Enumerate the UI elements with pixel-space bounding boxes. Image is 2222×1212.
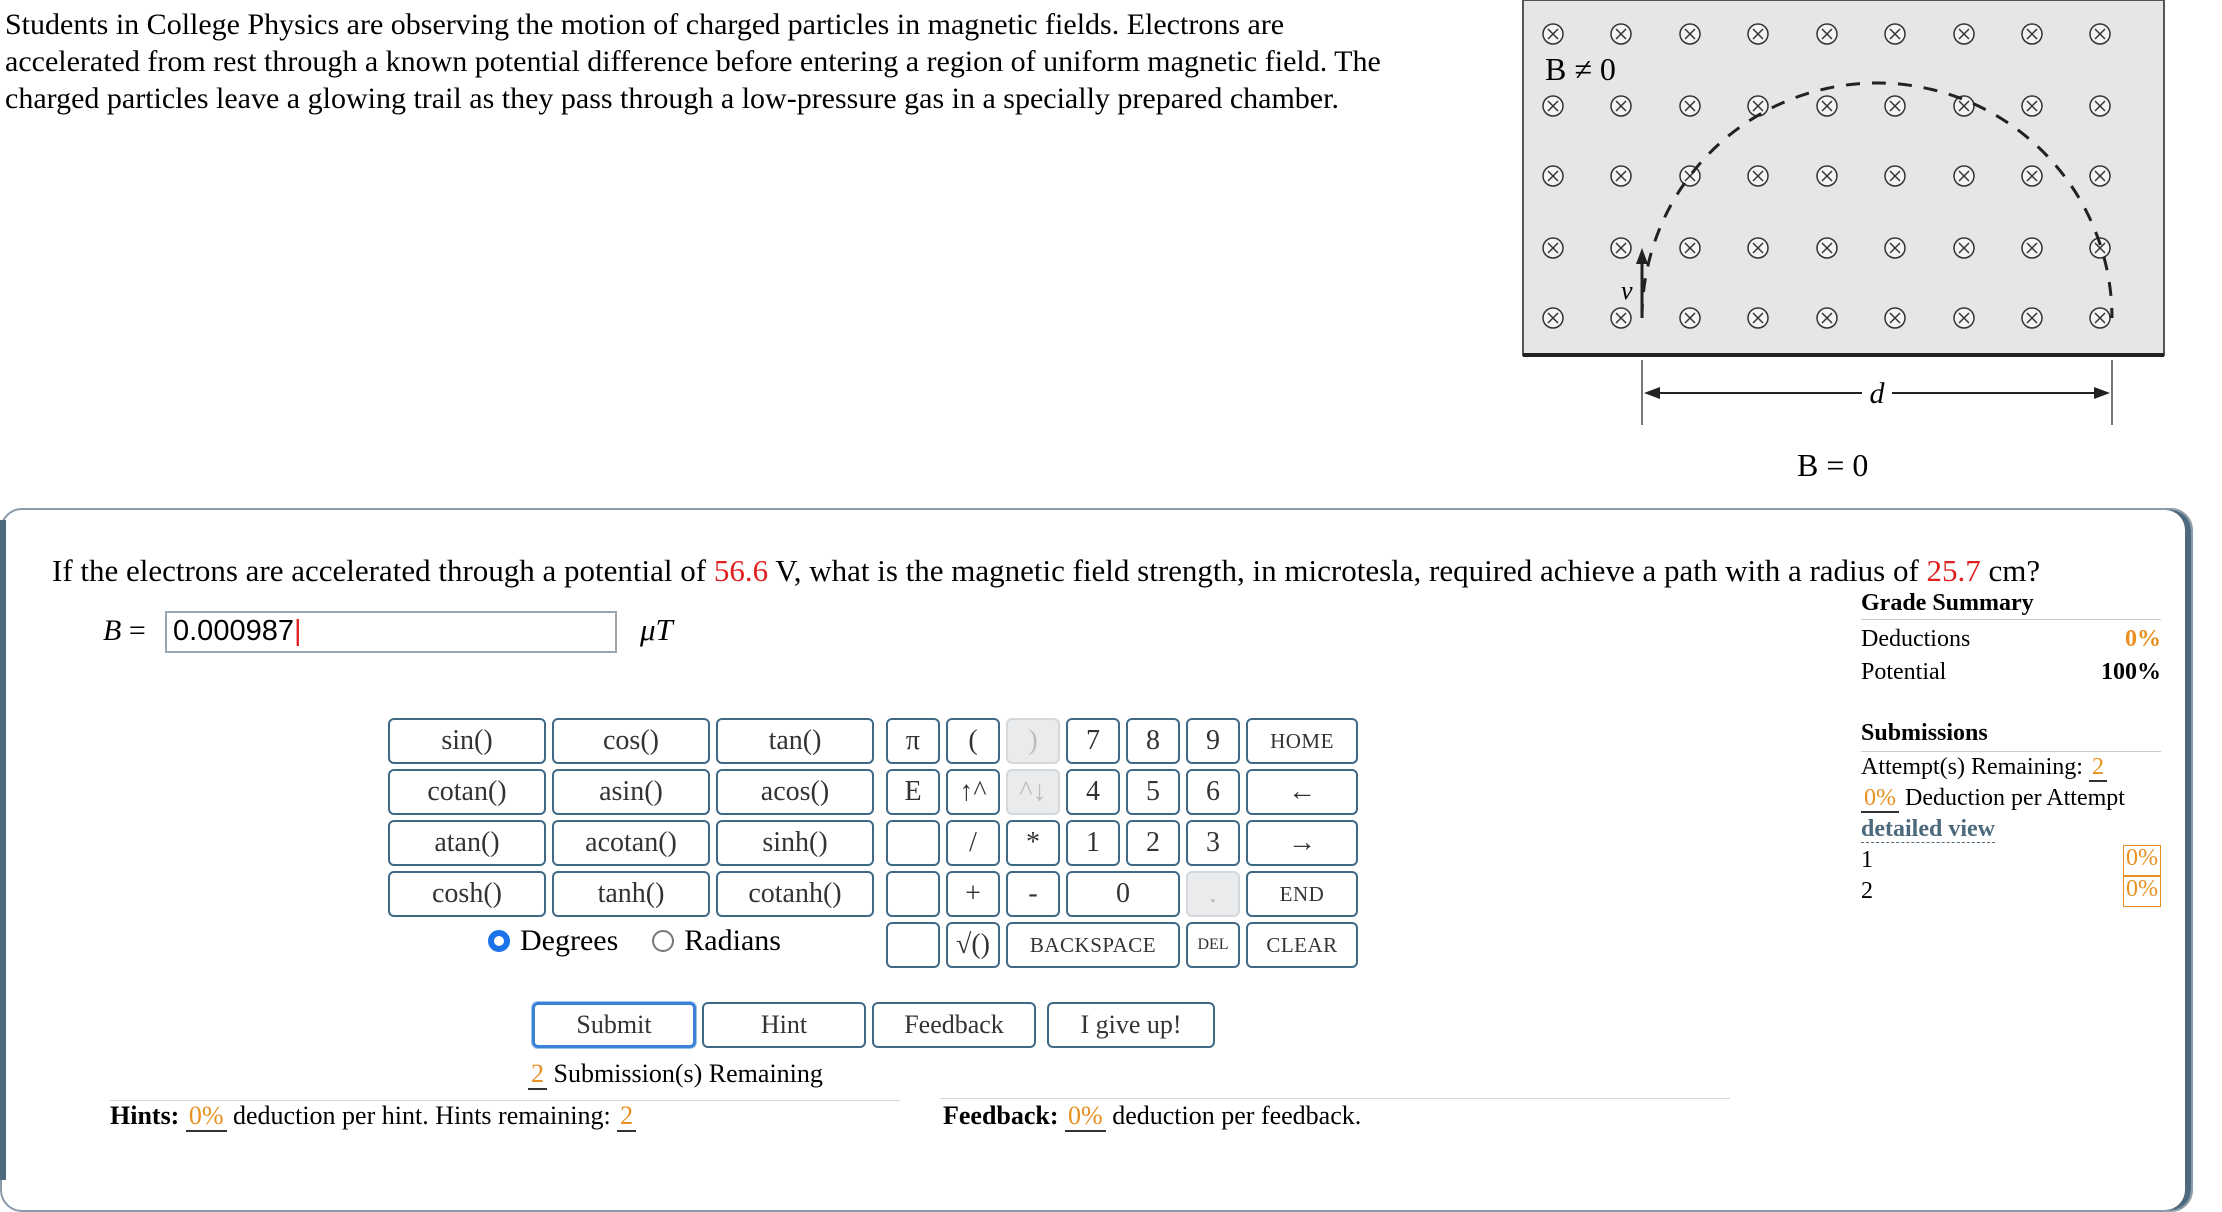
feedback-button[interactable]: Feedback [872, 1002, 1036, 1048]
field-marker [2022, 308, 2042, 328]
key-blank[interactable] [886, 922, 940, 968]
key-pi[interactable]: π [886, 718, 940, 764]
key-atan[interactable]: atan() [388, 820, 546, 866]
field-marker [1748, 238, 1768, 258]
question-text [52, 553, 2040, 589]
key-end[interactable]: END [1246, 871, 1358, 917]
hints-label: Hints: [110, 1101, 180, 1130]
hints-deduction: 0% [186, 1101, 227, 1132]
key-multiply[interactable]: * [1006, 820, 1060, 866]
field-marker [1817, 96, 1837, 116]
key-exp[interactable]: E [886, 769, 940, 815]
field-marker [1543, 166, 1563, 186]
key-right-arrow[interactable]: → [1246, 820, 1358, 866]
hints-info [110, 1101, 636, 1131]
key-sin[interactable]: sin() [388, 718, 546, 764]
field-marker [1954, 166, 1974, 186]
field-marker [1680, 238, 1700, 258]
degrees-label: Degrees [520, 924, 619, 957]
key-divide[interactable]: / [946, 820, 1000, 866]
field-marker [1748, 96, 1768, 116]
field-marker [2022, 166, 2042, 186]
answer-label: B = [103, 614, 146, 647]
hints-text: deduction per hint. Hints remaining: [226, 1101, 618, 1130]
grade-summary [1861, 590, 2161, 686]
answer-value: 0.000987 [173, 615, 294, 647]
field-marker [1543, 238, 1563, 258]
key-blank[interactable] [886, 820, 940, 866]
submissions-title: Submissions [1861, 718, 2161, 752]
deductions-label: Deductions [1861, 626, 1971, 652]
attempts-text: Attempt(s) Remaining: [1861, 754, 2089, 780]
radius-value: 25.7 [1926, 553, 1981, 588]
field-marker [1885, 308, 1905, 328]
problem-intro: Students in College Physics are observing the motion of charged particles in magnetic fields. Electrons are accelerated from rest through a known potential difference before entering a region of uniform magnetic field. The charged particles leave a glowing trail as they pass through a low-pressure gas in a specially prepared chamber. [5, 8, 1381, 115]
field-marker [1543, 24, 1563, 44]
key-backspace[interactable]: BACKSPACE [1006, 922, 1180, 968]
key-8[interactable]: 8 [1126, 718, 1180, 764]
degrees-radio[interactable] [488, 930, 510, 952]
submissions-summary [1861, 718, 2161, 907]
key-minus[interactable]: - [1006, 871, 1060, 917]
field-marker [1748, 24, 1768, 44]
potential-label: Potential [1861, 659, 1947, 685]
attempts-remaining: 2 [2089, 754, 2107, 782]
field-marker [1748, 166, 1768, 186]
key-3[interactable]: 3 [1186, 820, 1240, 866]
field-marker [2090, 24, 2110, 44]
attempt-row [1861, 876, 2161, 907]
key-close-paren: ) [1006, 718, 1060, 764]
field-marker [1817, 24, 1837, 44]
key-sinh[interactable]: sinh() [716, 820, 874, 866]
field-marker [1954, 24, 1974, 44]
feedback-label: Feedback: [943, 1101, 1059, 1130]
submissions-remaining [528, 1059, 823, 1089]
text-caret: | [293, 615, 302, 647]
field-marker [1954, 238, 1974, 258]
field-marker [2090, 166, 2110, 186]
key-asin[interactable]: asin() [552, 769, 710, 815]
submissions-remaining-text: Submission(s) Remaining [547, 1059, 823, 1088]
key-cotanh[interactable]: cotanh() [716, 871, 874, 917]
field-marker [2022, 96, 2042, 116]
field-marker [2022, 24, 2042, 44]
radians-label: Radians [684, 924, 781, 957]
key-del[interactable]: DEL [1186, 922, 1240, 968]
v-label: v [1621, 276, 1633, 305]
field-marker [1611, 166, 1631, 186]
field-marker [1680, 96, 1700, 116]
key-0[interactable]: 0 [1066, 871, 1180, 917]
field-marker [1611, 96, 1631, 116]
field-marker [1885, 238, 1905, 258]
field-marker [1543, 96, 1563, 116]
field-marker [1817, 308, 1837, 328]
field-marker [1817, 166, 1837, 186]
field-marker [1817, 238, 1837, 258]
angle-mode [488, 924, 781, 958]
field-marker [1611, 238, 1631, 258]
panel-accent-bar [0, 520, 6, 1180]
attempt-number: 2 [1861, 878, 1873, 904]
key-acos[interactable]: acos() [716, 769, 874, 815]
d-label: d [1869, 377, 1885, 410]
field-marker [2090, 96, 2110, 116]
key-9[interactable]: 9 [1186, 718, 1240, 764]
attempt-pct: 0% [2123, 876, 2161, 907]
feedback-deduction: 0% [1065, 1101, 1106, 1132]
attempt-number: 1 [1861, 847, 1873, 873]
field-marker [1954, 308, 1974, 328]
key-cotan[interactable]: cotan() [388, 769, 546, 815]
feedback-info [943, 1101, 1361, 1131]
key-1[interactable]: 1 [1066, 820, 1120, 866]
key-5[interactable]: 5 [1126, 769, 1180, 815]
submissions-remaining-count: 2 [528, 1059, 547, 1090]
field-marker [1611, 308, 1631, 328]
attempt-pct: 0% [2123, 845, 2161, 876]
question-part2: V, what is the magnetic field strength, in microtesla, required achieve a path with a radius of [768, 553, 1927, 588]
radians-radio[interactable] [652, 930, 674, 952]
key-left-arrow[interactable]: ← [1246, 769, 1358, 815]
key-plus[interactable]: + [946, 871, 1000, 917]
field-marker [1885, 96, 1905, 116]
b-zero-label: B = 0 [1797, 447, 1869, 480]
field-marker [1543, 308, 1563, 328]
key-open-paren[interactable]: ( [946, 718, 1000, 764]
field-marker [1748, 308, 1768, 328]
key-7[interactable]: 7 [1066, 718, 1120, 764]
detailed-view-link[interactable]: detailed view [1861, 816, 1995, 842]
hint-button[interactable]: Hint [702, 1002, 866, 1048]
field-marker [1680, 308, 1700, 328]
question-part3: cm? [1980, 553, 2041, 588]
key-2[interactable]: 2 [1126, 820, 1180, 866]
potential-grade-value: 100% [2101, 659, 2161, 685]
key-4[interactable]: 4 [1066, 769, 1120, 815]
key-decimal: . [1186, 871, 1240, 917]
key-subscript: ^↓ [1006, 769, 1060, 815]
grade-summary-title: Grade Summary [1861, 590, 2161, 620]
answer-unit: μT [640, 612, 673, 647]
answer-input[interactable] [165, 611, 617, 653]
b-nonzero-label: B ≠ 0 [1545, 51, 1616, 87]
key-tan[interactable]: tan() [716, 718, 874, 764]
field-marker [2090, 308, 2110, 328]
field-marker [1885, 166, 1905, 186]
key-acotan[interactable]: acotan() [552, 820, 710, 866]
attempt-deduction-pct: 0% [1861, 785, 1899, 813]
feedback-text: deduction per feedback. [1105, 1101, 1362, 1130]
key-blank[interactable] [886, 871, 940, 917]
key-cosh[interactable]: cosh() [388, 871, 546, 917]
magnetic-field-diagram [1500, 0, 2200, 480]
key-home[interactable]: HOME [1246, 718, 1358, 764]
give-up-button[interactable]: I give up! [1047, 1002, 1215, 1048]
field-marker [1954, 96, 1974, 116]
feedback-divider [940, 1098, 1730, 1099]
key-sqrt[interactable]: √() [946, 922, 1000, 968]
field-marker [2022, 238, 2042, 258]
submit-button[interactable]: Submit [532, 1002, 696, 1048]
key-tanh[interactable]: tanh() [552, 871, 710, 917]
attempt-deduction-text: Deduction per Attempt [1899, 785, 2125, 811]
deductions-value: 0% [2125, 626, 2161, 652]
field-marker [1680, 24, 1700, 44]
field-marker [1885, 24, 1905, 44]
field-marker [1611, 24, 1631, 44]
key-cos[interactable]: cos() [552, 718, 710, 764]
hints-remaining: 2 [617, 1101, 636, 1132]
question-part1: If the electrons are accelerated through a potential of [52, 553, 714, 588]
potential-value: 56.6 [713, 553, 769, 588]
attempt-row [1861, 845, 2161, 876]
key-power[interactable]: ↑^ [946, 769, 1000, 815]
key-clear[interactable]: CLEAR [1246, 922, 1358, 968]
key-6[interactable]: 6 [1186, 769, 1240, 815]
